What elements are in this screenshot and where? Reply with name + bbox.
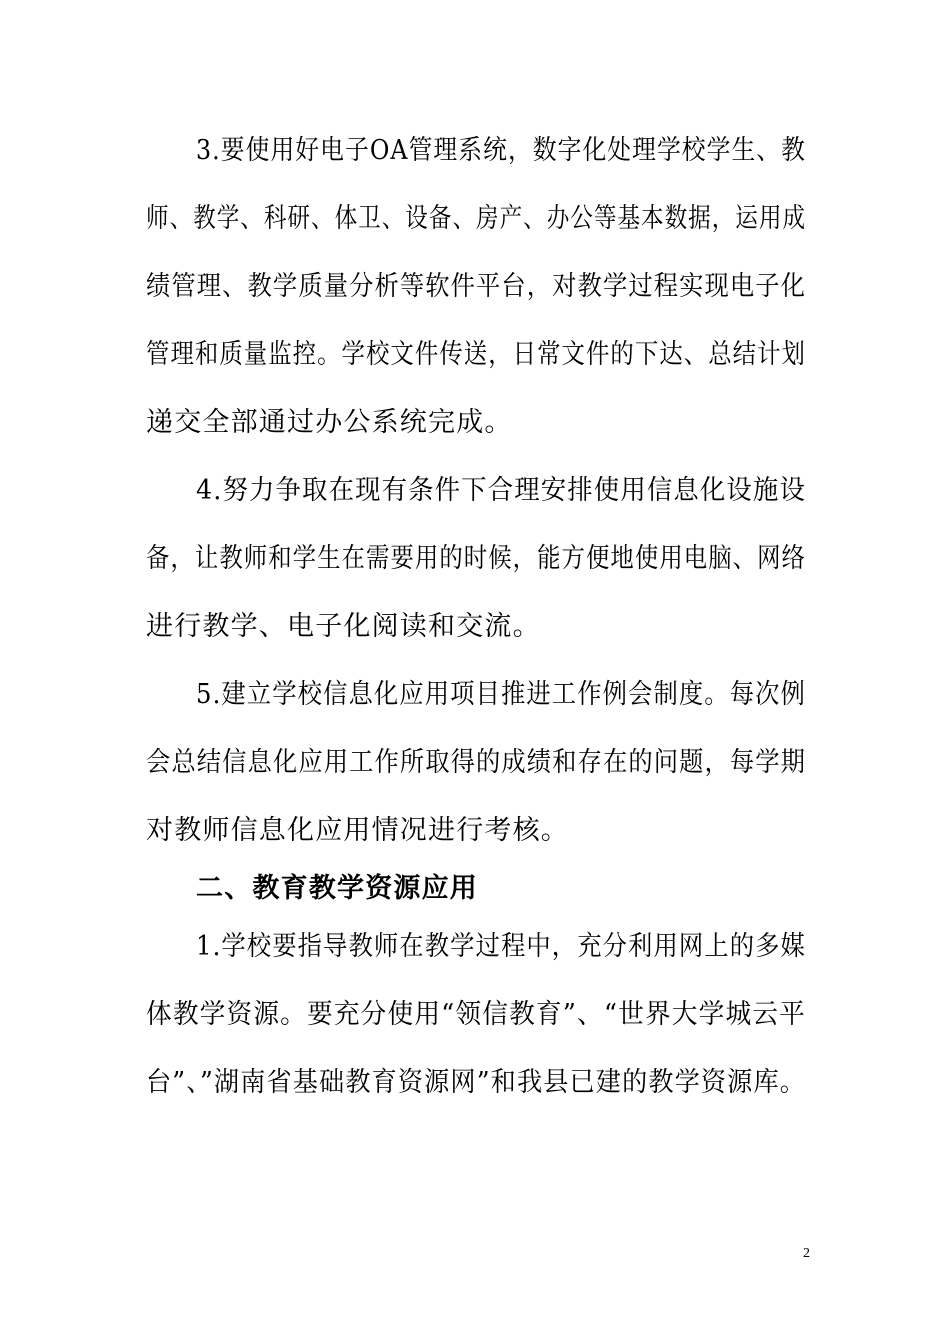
paragraph-3-line-4 — [0, 335, 950, 375]
text-line: 师、教学、科研、体卫、设备、房产、办公等基本数据，运用成 — [146, 203, 807, 234]
page-number: 2 — [803, 1246, 810, 1261]
text-line: 1.学校要指导教师在教学过程中，充分利用网上的多媒 — [196, 931, 806, 962]
paragraph-3-line-2 — [0, 199, 950, 239]
paragraph-4-line-2 — [0, 539, 950, 579]
text-line: 备，让教师和学生在需要用的时候，能方便地使用电脑、网络 — [146, 543, 806, 574]
paragraph-5-line-1 — [0, 675, 950, 715]
paragraph-1-line-3 — [0, 1063, 950, 1103]
section-heading-text: 二、教育教学资源应用 — [196, 873, 478, 904]
paragraph-1-line-2 — [0, 995, 950, 1035]
paragraph-1-line-1 — [0, 927, 950, 967]
paragraph-3-line-3 — [0, 267, 950, 307]
paragraph-4-line-3 — [0, 607, 950, 647]
text-line: 管理和质量监控。学校文件传送，日常文件的下达、总结计划 — [146, 339, 806, 370]
paragraph-5-line-2 — [0, 743, 950, 783]
paragraph-3-line-5 — [0, 403, 950, 443]
text-line: 3.要使用好电子OA管理系统，数字化处理学校学生、教 — [196, 135, 806, 166]
text-line: 绩管理、教学质量分析等软件平台，对教学过程实现电子化 — [146, 271, 807, 302]
text-line: 递交全部通过办公系统完成。 — [146, 407, 513, 438]
text-line: 体教学资源。要充分使用“领信教育”、“世界大学城云平 — [146, 999, 806, 1030]
text-line: 会总结信息化应用工作所取得的成绩和存在的问题，每学期 — [146, 747, 807, 778]
text-line: 进行教学、电子化阅读和交流。 — [146, 611, 541, 642]
text-line: 对教师信息化应用情况进行考核。 — [146, 815, 569, 846]
text-line: 台”、”湖南省基础教育资源网”和我县已建的教学资源库。 — [146, 1067, 807, 1098]
text-line: 5.建立学校信息化应用项目推进工作例会制度。每次例 — [196, 679, 806, 710]
text-line: 4.努力争取在现有条件下合理安排使用信息化设施设 — [196, 475, 806, 506]
paragraph-3-line-1 — [0, 131, 950, 171]
section-heading — [0, 869, 950, 909]
paragraph-4-line-1 — [0, 471, 950, 511]
paragraph-5-line-3 — [0, 811, 950, 851]
